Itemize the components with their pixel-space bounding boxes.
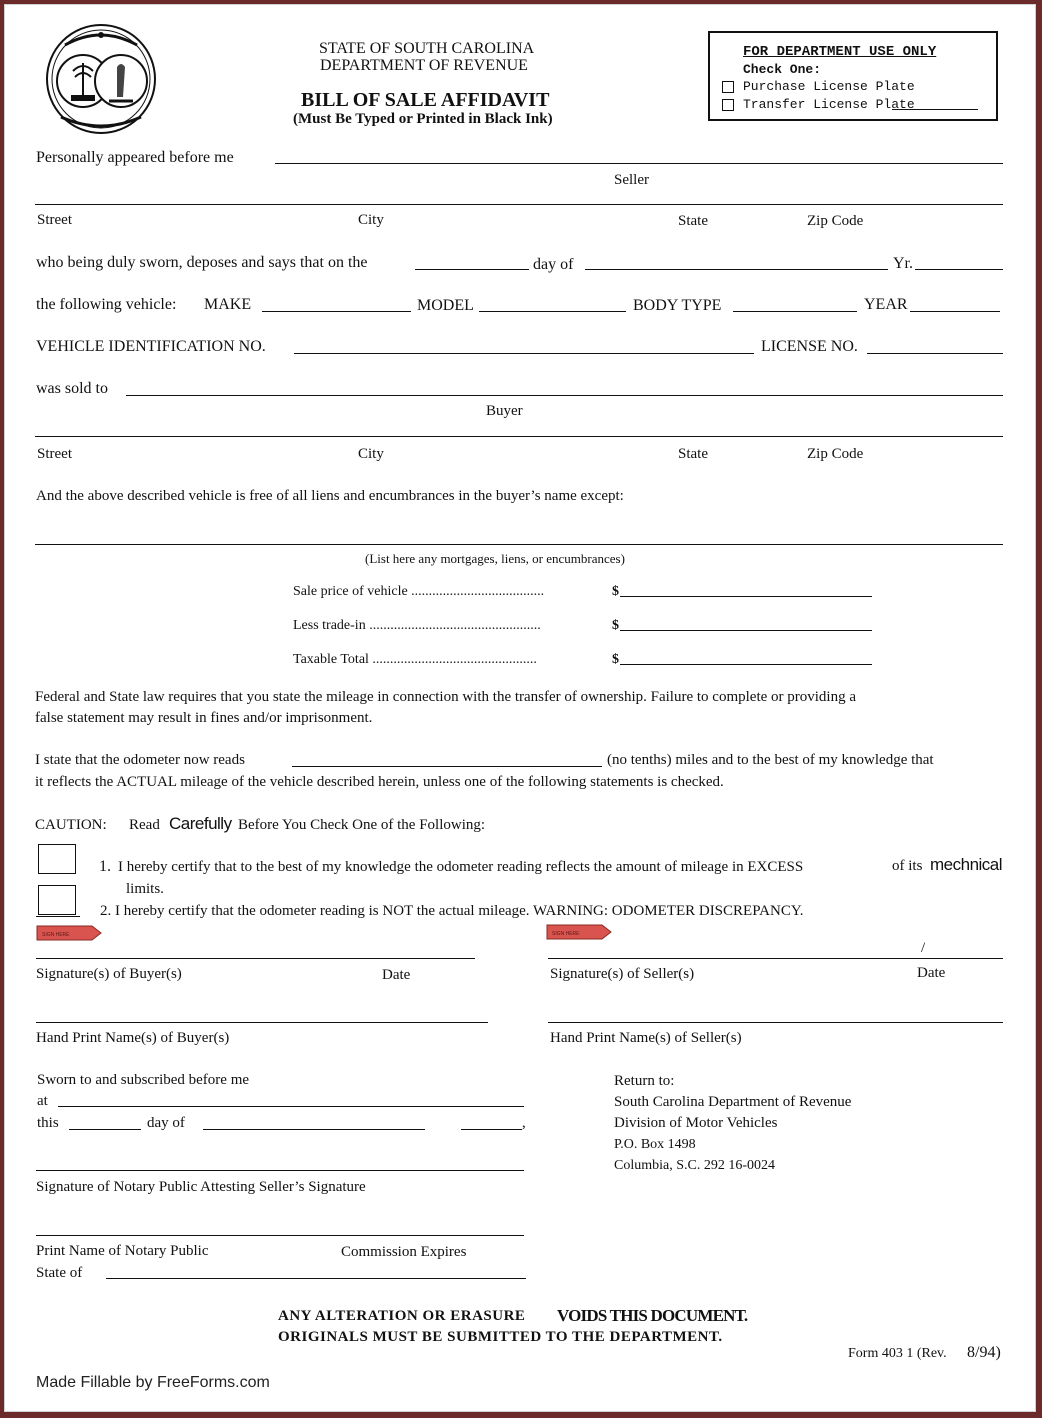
buyer-signature-field[interactable] <box>36 958 475 959</box>
transfer-plate-label: Transfer License Plate <box>743 97 915 112</box>
freeforms-credit: Made Fillable by FreeForms.com <box>36 1374 270 1391</box>
form-title: BILL OF SALE AFFIDAVIT <box>301 89 550 111</box>
notary-signature-label: Signature of Notary Public Attesting Seller’s Signature <box>36 1179 366 1195</box>
trade-in-label: Less trade-in ................................................. <box>293 618 541 633</box>
state-seal-icon <box>45 23 157 135</box>
return-to-city: Columbia, S.C. 292 16-0024 <box>614 1158 776 1173</box>
statement1-tail: of its <box>892 858 923 874</box>
return-to-po-box: P.O. Box 1498 <box>614 1137 696 1152</box>
caution-label: CAUTION: <box>35 817 107 833</box>
notary-day-field[interactable] <box>69 1129 141 1130</box>
form-number: Form 403 1 (Rev. <box>848 1346 947 1361</box>
odometer-reads-label: I state that the odometer now reads <box>35 752 245 768</box>
buyer-city-label: City <box>358 446 384 462</box>
sale-price-label: Sale price of vehicle ...................................... <box>293 584 545 599</box>
taxable-total-currency: $ <box>612 652 619 667</box>
trade-in-field[interactable] <box>620 630 872 631</box>
mileage-law-line2: false statement may result in fines and/or imprisonment. <box>35 710 373 726</box>
return-to-agency: South Carolina Department of Revenue <box>614 1094 852 1110</box>
notary-month-field[interactable] <box>203 1129 425 1130</box>
seller-caption: Seller <box>614 172 649 188</box>
sale-day-field[interactable] <box>415 269 529 270</box>
seller-street-label: Street <box>37 212 72 228</box>
caution-carefully: Carefully <box>169 814 232 833</box>
seller-sign-here-tag <box>546 924 612 940</box>
model-field[interactable] <box>479 311 626 312</box>
sale-year-field[interactable] <box>915 269 1003 270</box>
buyer-name-field[interactable] <box>126 395 1003 396</box>
following-vehicle-label: the following vehicle: <box>36 296 177 313</box>
transfer-plate-field[interactable] <box>892 109 978 110</box>
check-one-label: Check One: <box>743 62 822 77</box>
body-type-field[interactable] <box>733 311 857 312</box>
seller-signature-label: Signature(s) of Seller(s) <box>550 966 695 982</box>
trade-in-currency: $ <box>612 618 619 633</box>
seller-state-label: State <box>678 213 708 229</box>
notary-state-field[interactable] <box>106 1278 526 1279</box>
checkbox-underline <box>36 916 80 917</box>
buyer-sign-here-tag <box>36 925 102 941</box>
seller-print-name-label: Hand Print Name(s) of Seller(s) <box>550 1030 742 1046</box>
alteration-warning: ANY ALTERATION OR ERASURE <box>278 1308 526 1324</box>
sale-price-field[interactable] <box>620 596 872 597</box>
vehicle-year-field[interactable] <box>910 311 1000 312</box>
make-label: MAKE <box>204 296 252 313</box>
statement1-text: I hereby certify that to the best of my knowledge the odometer reading reflects the amount of mileage in EXCESS <box>118 859 804 875</box>
form-revision: 8/94) <box>967 1344 1001 1361</box>
notary-this-label: this <box>37 1115 59 1131</box>
seller-print-name-field[interactable] <box>548 1022 1003 1023</box>
seller-name-field[interactable] <box>275 163 1003 164</box>
sale-month-field[interactable] <box>585 269 888 270</box>
buyer-sign-here-text: SIGN HERE <box>42 932 70 938</box>
statement2-text: 2. I hereby certify that the odometer reading is NOT the actual mileage. WARNING: ODOMETER DISCREPANCY. <box>100 903 804 919</box>
notary-print-name-label: Print Name of Notary Public <box>36 1243 209 1259</box>
seller-address-field[interactable] <box>35 204 1003 205</box>
buyer-print-name-label: Hand Print Name(s) of Buyer(s) <box>36 1030 230 1046</box>
notary-year-field[interactable] <box>461 1129 522 1130</box>
odometer-discrepancy-checkbox[interactable] <box>38 885 76 915</box>
buyer-caption: Buyer <box>486 403 523 419</box>
year-label: Yr. <box>893 255 913 272</box>
license-no-field[interactable] <box>867 353 1003 354</box>
taxable-total-label: Taxable Total ............................................... <box>293 652 537 667</box>
day-of-label: day of <box>533 256 574 273</box>
seller-city-label: City <box>358 212 384 228</box>
notary-state-of-label: State of <box>36 1265 83 1281</box>
liens-statement: And the above described vehicle is free of all liens and encumbrances in the buyer’s name except: <box>36 488 624 504</box>
mileage-law-line1: Federal and State law requires that you state the mileage in connection with the transfer of ownership. Failure to complete or providing a <box>35 689 857 705</box>
odometer-reading-field[interactable] <box>292 766 602 767</box>
notary-signature-field[interactable] <box>36 1170 524 1171</box>
return-to-division: Division of Motor Vehicles <box>614 1115 778 1131</box>
statement1-number: 1. <box>99 858 111 875</box>
notary-print-name-field[interactable] <box>36 1235 524 1236</box>
seller-sign-here-text: SIGN HERE <box>552 931 580 937</box>
actual-mileage-statement: it reflects the ACTUAL mileage of the vehicle described herein, unless one of the following statements is checked. <box>35 774 724 790</box>
sale-price-currency: $ <box>612 584 619 599</box>
vin-label: VEHICLE IDENTIFICATION NO. <box>36 338 266 355</box>
excess-mileage-checkbox[interactable] <box>38 844 76 874</box>
seller-signature-field[interactable] <box>548 958 1003 959</box>
commission-expires-label: Commission Expires <box>341 1244 467 1260</box>
document-page <box>4 4 1036 1412</box>
caution-rest: Before You Check One of the Following: <box>238 817 486 833</box>
year-model-label: YEAR <box>864 296 908 313</box>
personally-appeared-label: Personally appeared before me <box>36 149 234 166</box>
dept-box-heading: FOR DEPARTMENT USE ONLY <box>743 44 937 60</box>
liens-field[interactable] <box>35 544 1003 545</box>
sworn-subscribed-label: Sworn to and subscribed before me <box>37 1072 250 1088</box>
form-subtitle: (Must Be Typed or Printed in Black Ink) <box>293 111 553 127</box>
no-tenths-label: (no tenths) miles and to the best of my knowledge that <box>607 752 934 768</box>
purchase-plate-label: Purchase License Plate <box>743 79 915 94</box>
notary-day-of-label: day of <box>147 1115 185 1131</box>
seller-date-slash: / <box>921 940 926 956</box>
sold-to-label: was sold to <box>36 380 108 397</box>
department-use-box <box>708 31 998 121</box>
caution-read: Read <box>129 817 160 833</box>
buyer-signature-label: Signature(s) of Buyer(s) <box>36 966 182 982</box>
buyer-zip-label: Zip Code <box>807 446 864 462</box>
transfer-plate-checkbox[interactable] <box>722 99 734 111</box>
make-field[interactable] <box>262 311 411 312</box>
originals-warning: ORIGINALS MUST BE SUBMITTED TO THE DEPARTMENT. <box>278 1329 723 1345</box>
buyer-state-label: State <box>678 446 708 462</box>
notary-comma: , <box>522 1115 526 1131</box>
voids-document: VOIDS THIS DOCUMENT. <box>557 1306 748 1325</box>
notary-at-label: at <box>37 1093 48 1109</box>
purchase-plate-checkbox[interactable] <box>722 81 734 93</box>
model-label: MODEL <box>417 297 474 314</box>
buyer-street-label: Street <box>37 446 72 462</box>
statement1-mechnical: mechnical <box>930 855 1003 874</box>
license-no-label: LICENSE NO. <box>761 338 858 355</box>
seller-date-label: Date <box>917 965 946 981</box>
body-type-label: BODY TYPE <box>633 297 722 314</box>
taxable-total-field[interactable] <box>620 664 872 665</box>
seller-zip-label: Zip Code <box>807 213 864 229</box>
return-to-label: Return to: <box>614 1073 675 1089</box>
statement1-continuation: limits. <box>126 881 164 897</box>
liens-caption: (List here any mortgages, liens, or encumbrances) <box>365 551 625 566</box>
department-name: DEPARTMENT OF REVENUE <box>320 57 528 74</box>
buyer-print-name-field[interactable] <box>36 1022 488 1023</box>
vin-field[interactable] <box>294 353 754 354</box>
buyer-address-field[interactable] <box>35 436 1003 437</box>
notary-location-field[interactable] <box>58 1106 524 1107</box>
sworn-statement-label: who being duly sworn, deposes and says that on the <box>36 254 368 271</box>
buyer-date-label: Date <box>382 967 411 983</box>
state-name: STATE OF SOUTH CAROLINA <box>319 40 535 57</box>
